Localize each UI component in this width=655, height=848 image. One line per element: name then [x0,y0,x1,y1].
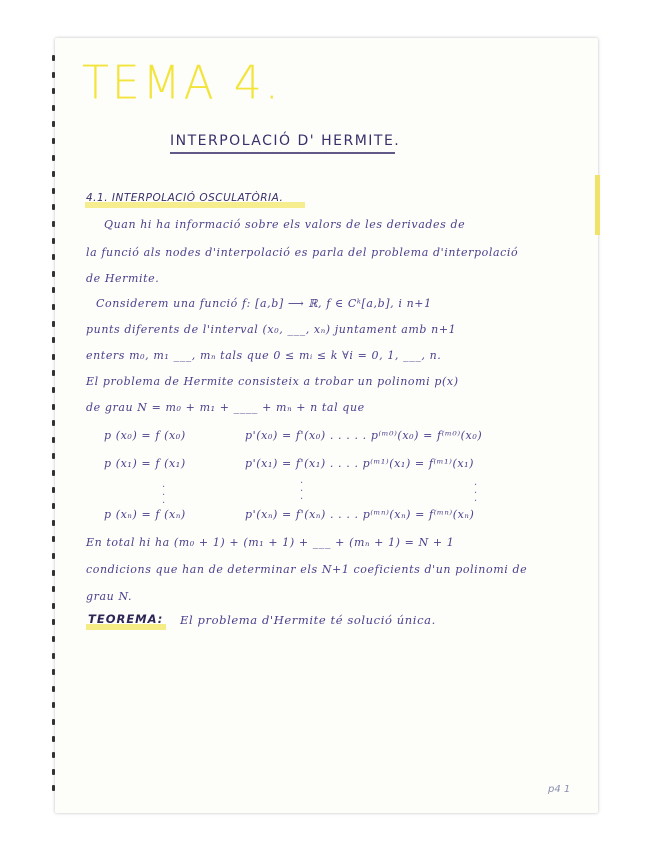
page-tab-marker [595,175,600,235]
binding-hole [52,586,55,592]
binding-hole [52,354,55,360]
equation-left: p (xₙ) = f (xₙ) [104,508,186,521]
binding-hole [52,619,55,625]
binding-hole [52,105,55,111]
paragraph3-line: En total hi ha (m₀ + 1) + (m₁ + 1) + ___ + (mₙ + 1) = N + 1 [86,536,455,549]
paragraph2-line: Considerem una funció f: [a,b] ⟶ ℝ, f ∈ Cᵏ[a,b], i n+1 [96,297,432,310]
binding-hole [52,287,55,293]
binding-hole [52,719,55,725]
binding-hole [52,188,55,194]
theorem-statement: El problema d'Hermite té solució única. [180,613,436,627]
subtitle-underline [170,152,395,154]
equation-right: p'(x₀) = f'(x₀) . . . . . p⁽ᵐ⁰⁾(x₀) = f⁽ᵐ⁰⁾(x₀) [245,429,483,442]
binding-hole [52,337,55,343]
binding-hole [52,221,55,227]
equation-right: p'(xₙ) = f'(xₙ) . . . . p⁽ᵐⁿ⁾(xₙ) = f⁽ᵐⁿ⁾(xₙ) [245,508,475,521]
binding-hole [52,304,55,310]
paragraph1-line: Quan hi ha informació sobre els valors de les derivades de [104,218,466,231]
paragraph3-line: condicions que han de determinar els N+1 coeficients d'un polinomi de [86,563,528,576]
binding-hole [52,769,55,775]
binding-hole [52,321,55,327]
binding-hole [52,636,55,642]
paragraph2-line: punts diferents de l'interval (x₀, ___, xₙ) juntament amb n+1 [86,323,457,336]
paragraph2-line: enters m₀, m₁ ___, mₙ tals que 0 ≤ mᵢ ≤ k ∀i = 0, 1, ___, n. [86,349,442,362]
binding-hole [52,470,55,476]
vertical-dots: · · · [300,478,304,505]
binding-hole [52,254,55,260]
binding-hole [52,553,55,559]
binding-hole [52,669,55,675]
binding-hole [52,536,55,542]
binding-hole [52,138,55,144]
vertical-dots: · · · [162,482,166,509]
binding-hole [52,487,55,493]
paragraph3-line: grau N. [86,590,133,603]
binding-hole [52,702,55,708]
binding-holes [52,55,56,805]
paragraph2-line: de grau N = m₀ + m₁ + ____ + mₙ + n tal que [86,401,365,414]
equation-left: p (x₁) = f (x₁) [104,457,186,470]
binding-hole [52,204,55,210]
binding-hole [52,503,55,509]
paragraph1-line: la funció als nodes d'interpolació es parla del problema d'interpolació [86,246,519,259]
topic-subtitle: INTERPOLACIÓ D' HERMITE. [170,133,401,149]
section-heading: 4.1. INTERPOLACIÓ OSCULATÒRIA. [86,192,284,204]
binding-hole [52,88,55,94]
theorem-label: TEOREMA: [88,612,164,626]
binding-hole [52,520,55,526]
notebook-page [55,38,598,813]
paragraph1-line: de Hermite. [86,272,160,285]
page-number: p4 1 [548,784,571,795]
binding-hole [52,570,55,576]
binding-hole [52,404,55,410]
binding-hole [52,653,55,659]
binding-hole [52,370,55,376]
binding-hole [52,72,55,78]
binding-hole [52,785,55,791]
binding-hole [52,171,55,177]
page-title: TEMA 4. [82,56,282,111]
paragraph2-line: El problema de Hermite consisteix a trobar un polinomi p(x) [86,375,459,388]
binding-hole [52,420,55,426]
equation-right: p'(x₁) = f'(x₁) . . . . p⁽ᵐ¹⁾(x₁) = f⁽ᵐ¹⁾(x₁) [245,457,475,470]
equation-left: p (x₀) = f (x₀) [104,429,186,442]
binding-hole [52,736,55,742]
vertical-dots: · · · [474,480,478,507]
binding-hole [52,121,55,127]
binding-hole [52,271,55,277]
binding-hole [52,453,55,459]
binding-hole [52,603,55,609]
binding-hole [52,55,55,61]
binding-hole [52,387,55,393]
binding-hole [52,155,55,161]
binding-hole [52,686,55,692]
binding-hole [52,437,55,443]
binding-hole [52,752,55,758]
binding-hole [52,238,55,244]
